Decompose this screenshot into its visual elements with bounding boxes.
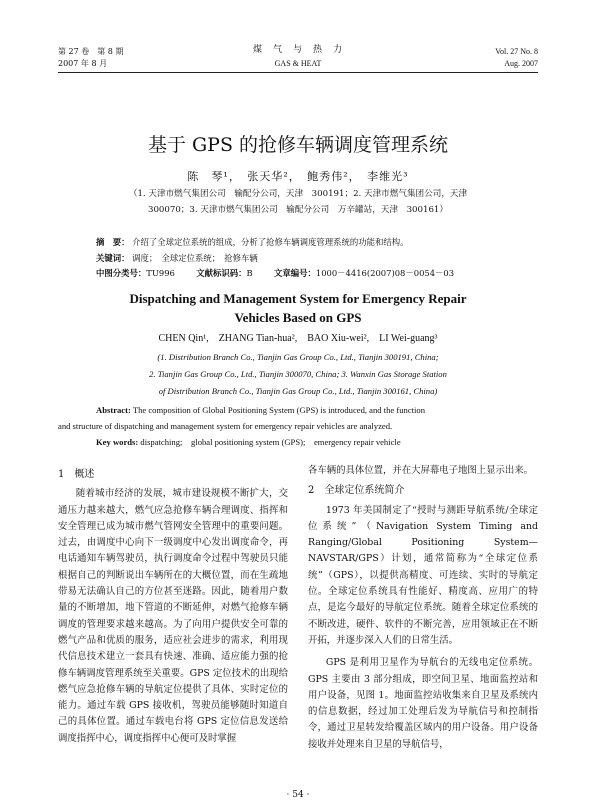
keywords-en-label: Key words:: [96, 437, 139, 447]
section-heading-1: 1 概述: [58, 469, 95, 480]
paper-title-en-line1: Dispatching and Management System for Emergency Repair: [129, 291, 467, 306]
body-right-column: [308, 463, 538, 753]
header-journal-cn: 煤 气 与 热 力: [252, 45, 343, 55]
keywords-en-text: dispatching; global positioning system (GPS); emergency repair vehicle: [140, 437, 401, 447]
paper-title-en-line2: Vehicles Based on GPS: [234, 310, 362, 325]
header-rule: [58, 72, 538, 73]
header-volume-en: Vol. 27 No. 8: [495, 47, 538, 56]
clc-label: 中图分类号：: [96, 268, 147, 278]
paragraph-overview: 随着城市经济的发展，城市建设规模不断扩大，交通压力越来越大，燃气应急抢修车辆合理调度、指挥和安全管理已成为城市燃气管网安全管理中的重要问题。过去，由调度中心向下一级调度中心发出调度命令，再电话通知车辆驾驶员，执行调度命令过程中驾驶员只能根据自己的判断说出车辆所在的大概位置，而在生疏地带易无法确认自己的方位甚至迷路。因此，随着用户数量的不断增加，地下管道的不断延伸，对燃气抢修车辆调度的管理要求越来越高。为了向用户提供安全可靠的燃气产品和优质的服务，适应社会进步的需求，利用现代信息技术建立一套具有快速、准确、适应能力强的抢修车辆调度管理系统至关重要。GPS 定位技术的出现给燃气应急抢修车辆的导航定位提供了具体、实时定位的能力。通过车载 GPS 接收机，驾驶员能够随时知道自己的具体位置。通过车载电台将 GPS 定位信息发送给调度指挥中心，调度指挥中心便可及时掌握: [58, 488, 288, 744]
header-journal-en: GAS & HEAT: [274, 59, 322, 68]
abstract-en-line1: [96, 402, 538, 418]
section-heading-2: 2 全球定位系统简介: [308, 485, 405, 497]
affiliation-en-line1: (1. Distribution Branch Co., Tianjin Gas Group Co., Ltd., Tianjin 300191, China;: [157, 352, 439, 362]
abstract-cn: [96, 235, 516, 250]
header-volume-cn: 第 27 卷 第 8 期: [58, 47, 124, 56]
doc-label: 文献标识码：: [196, 268, 247, 278]
doc-value: B: [246, 268, 253, 278]
article-label: 文章编号：: [273, 268, 316, 278]
affiliation-en-line2: 2. Tianjin Gas Group Co., Ltd., Tianjin 300070, China; 3. Wanxin Gas Storage Station: [149, 369, 447, 379]
paper-title-cn: 基于 GPS 的抢修车辆调度管理系统: [147, 134, 449, 156]
header-date-en: Aug. 2007: [504, 59, 538, 68]
abstract-cn-label: 摘 要：: [96, 237, 130, 247]
paragraph-continuation: 各车辆的具体位置，并在大屏幕电子地图上显示出来。: [308, 465, 534, 476]
keywords-cn: [96, 251, 516, 266]
paragraph-gps-composition: GPS 是利用卫星作为导航台的无线电定位系统。GPS 主要由 3 部分组成，即空间卫星、地面监控站和用户设备，见图 1。地面监控站收集来自卫星及系统内的信息数据，经过加工处理后发为导航信号和控制指令，通过卫星转发给覆盖区域内的用户设备。用户设备接收并处理来自卫星的导航信号，: [308, 657, 538, 750]
authors-en: CHEN Qin¹, ZHANG Tian-hua², BAO Xiu-wei², LI Wei-guang³: [158, 333, 438, 344]
body-left-column: [58, 463, 288, 747]
paragraph-gps-history: 1973 年美国制定了“授时与测距导航系统/全球定位系统”（Navigation System Timing and Ranging/Global Positioning System—NAVSTAR/GPS）计划，通常简称为“全球定位系统”（GPS），以提供高精度、可连续、实时的导航定位。全球定位系统具有性能好、精度高、应用广的特点，是迄今最好的导航定位系统。随着全球定位系统的不断改进，硬件、软件的不断完善，应用领域正在不断开拓，并逐步深入人们的日常生活。: [308, 504, 538, 646]
authors-cn: 陈 琴¹， 张天华²， 鲍秀伟²， 李维光³: [187, 170, 409, 183]
abstract-en-label: Abstract:: [96, 405, 131, 415]
abstract-en-text1: The composition of Global Positioning System (GPS) is introduced, and the function: [132, 405, 426, 415]
keywords-cn-text: 调度； 全球定位系统； 抢修车辆: [132, 253, 258, 263]
abstract-cn-text: 介绍了全球定位系统的组成，分析了抢修车辆调度管理系统的功能和结构。: [132, 237, 409, 247]
clc-value: TU996: [146, 268, 175, 278]
header-date-cn: 2007 年 8 月: [58, 59, 108, 68]
page-number: · 54 ·: [286, 790, 310, 800]
affiliation-en-line3: of Distribution Branch Co., Tianjin Gas Group Co., Ltd., Tianjin 300161, China): [158, 386, 438, 396]
article-value: 1000－4416(2007)08－0054－03: [315, 268, 455, 278]
keywords-cn-label: 关键词：: [96, 253, 130, 263]
classification-line: [96, 266, 536, 281]
affiliation-cn-line1: （1. 天津市燃气集团公司 输配分公司，天津 300191；2. 天津市燃气集团公司，天津: [128, 189, 468, 199]
keywords-en: [96, 434, 538, 450]
abstract-en-line2: and structure of dispatching and management system for emergency repair vehicles are analyzed.: [58, 421, 393, 431]
affiliation-cn-line2: 300070；3. 天津市燃气集团公司 输配分公司 万辛罐站，天津 300161）: [148, 205, 448, 215]
